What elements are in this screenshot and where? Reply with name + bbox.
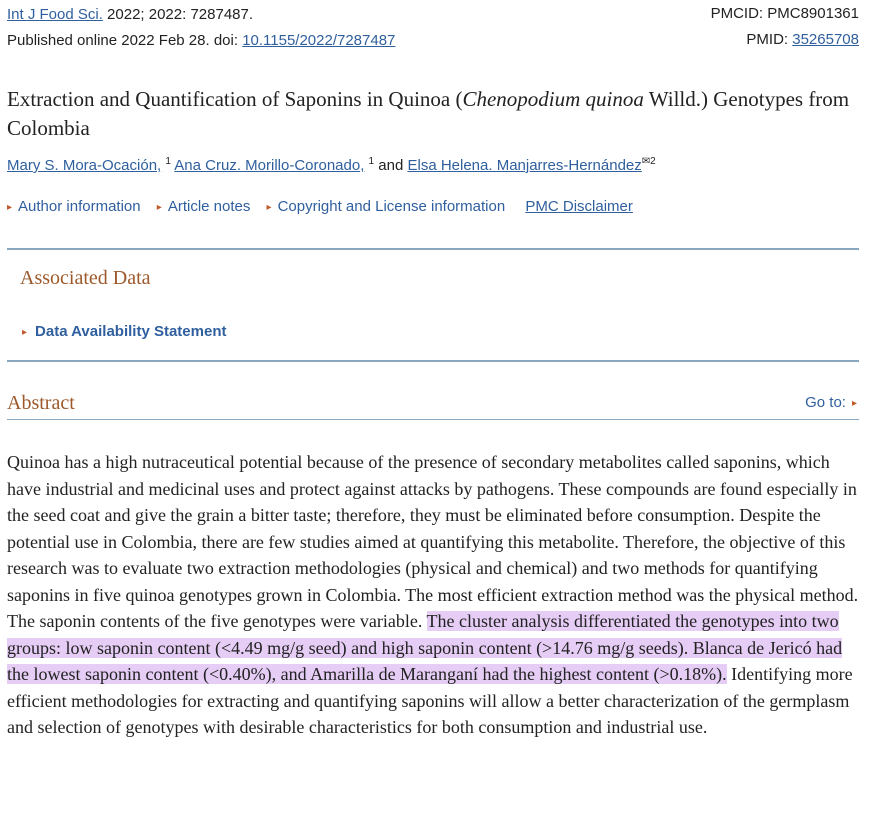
title-italic: Chenopodium quinoa <box>462 87 644 111</box>
title-part1: Extraction and Quantification of Saponins in Quinoa ( <box>7 87 463 111</box>
highlighted-text: The cluster analysis differentiated the genotypes into two groups: low saponin content (<4.49 mg/g seed) and high saponin content (>14.76 mg/g seeds). Blanca de Jericó had the lowest saponin content (<0.40%), and Amarilla de Maranganí had the highest content (>0.18%). <box>7 611 843 684</box>
author-link[interactable]: Elsa Helena. Manjarres-Hernández <box>407 157 642 174</box>
pmcid: PMCID: PMC8901361 <box>710 5 859 22</box>
divider <box>7 248 859 250</box>
author-affil: 1 <box>165 156 171 167</box>
triangle-right-icon: ▸ <box>156 202 162 213</box>
published-text: Published online 2022 Feb 28. doi: <box>7 32 243 49</box>
pmid-label: PMID: <box>746 31 793 48</box>
citation-details: 2022; 2022: 7287487. <box>102 6 254 23</box>
triangle-right-icon: ▸ <box>851 398 857 409</box>
associated-data-heading: Associated Data <box>20 267 151 289</box>
abstract-text-part: Quinoa has a high nutraceutical potential because of the presence of secondary metabolites called saponins, which have industrial and medicinal uses and protect against attacks by pathogens. These compounds are found especially in the seed coat and give the grain a bitter taste; therefore, they must be eliminated before consumption. Despite the potential use in Colombia, there are few studies aimed at quantifying this metabolite. Therefore, the objective of this research was to evaluate two extraction methodologies (physical and chemical) and two methods for quantifying saponins in five quinoa genotypes grown in Colombia. The most efficient extraction method was the physical method. The saponin contents of the five genotypes were variable. <box>7 452 859 631</box>
title-part2: Willd.) Genotypes from Colombia <box>7 87 850 140</box>
author-link[interactable]: Ana Cruz. Morillo-Coronado, <box>174 157 365 174</box>
meta-link-label: Article notes <box>167 198 251 215</box>
abstract-text <box>7 449 859 741</box>
pmid-line <box>746 31 859 48</box>
journal-link[interactable]: Int J Food Sci. <box>7 6 103 23</box>
goto-menu[interactable] <box>805 394 857 411</box>
author-list <box>7 156 656 174</box>
author-affil: 1 <box>368 156 375 167</box>
divider <box>7 360 859 362</box>
meta-link-label: Copyright and License information <box>277 198 506 215</box>
article-meta-links <box>7 198 633 215</box>
data-availability-toggle[interactable] <box>22 323 226 340</box>
article-title <box>7 85 857 143</box>
abstract-text-part: Identifying more efficient methodologies for extracting and quantifying saponins will allow a better characterization of the germplasm and selection of genotypes with desirable characteristics for both consumption and industrial use. <box>7 664 853 737</box>
author-and: and <box>378 157 404 174</box>
copyright-toggle[interactable] <box>267 198 506 215</box>
pmid-link[interactable]: 35265708 <box>792 31 859 48</box>
meta-link-label: Author information <box>18 198 141 215</box>
triangle-right-icon: ▸ <box>7 202 13 213</box>
mail-icon[interactable]: ✉ <box>641 156 651 167</box>
author-link[interactable]: Mary S. Mora-Ocación, <box>7 157 162 174</box>
triangle-right-icon: ▸ <box>22 327 28 338</box>
doi-link[interactable]: 10.1155/2022/7287487 <box>242 32 396 49</box>
triangle-right-icon: ▸ <box>266 202 272 213</box>
author-information-toggle[interactable] <box>7 198 141 215</box>
published-line <box>7 31 859 51</box>
data-availability-label: Data Availability Statement <box>35 323 227 340</box>
article-notes-toggle[interactable] <box>157 198 251 215</box>
author-affil: 2 <box>650 156 656 167</box>
abstract-divider <box>7 419 859 420</box>
goto-label: Go to: <box>805 394 846 411</box>
pmc-disclaimer-link[interactable]: PMC Disclaimer <box>525 198 633 215</box>
abstract-heading: Abstract <box>7 392 75 414</box>
